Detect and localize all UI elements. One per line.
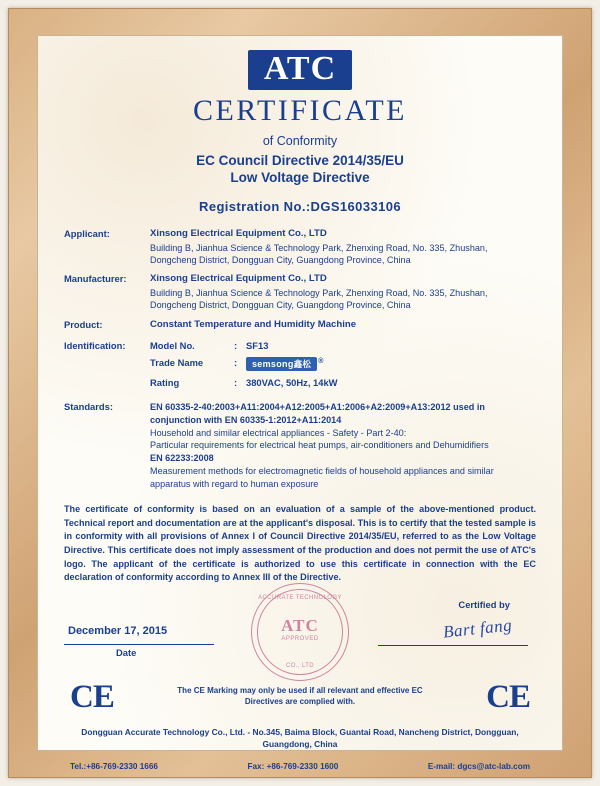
table-row	[150, 377, 536, 394]
trade-name-value	[246, 357, 536, 377]
registration-number: Registration No.:DGS16033106	[199, 198, 401, 214]
standard-item: Household and similar electrical appliances - Safety - Part 2-40:	[150, 427, 407, 438]
page-title: CERTIFICATE	[192, 93, 408, 127]
issue-date: December 17, 2015	[68, 624, 168, 637]
applicant-name: Xinsong Electrical Equipment Co., LTD	[150, 227, 327, 239]
email[interactable]: E-mail: dgcs@atc-lab.com	[427, 762, 530, 772]
rating-key: Rating	[150, 376, 180, 388]
standards-label: Standards:	[64, 400, 113, 412]
fields-section	[64, 228, 536, 491]
semsong-logo	[246, 357, 317, 371]
issuer-address: Dongguan Accurate Technology Co., Ltd. - No.345, Baima Block, Guantai Road, Nancheng District, Dongguan, Guangdong, China	[81, 726, 519, 749]
manufacturer-label: Manufacturer:	[64, 273, 127, 285]
seal-center-text: ATC	[281, 615, 319, 635]
identification-value	[150, 340, 536, 394]
semsong-latin: semsong	[252, 358, 294, 369]
certificate-subtitle: of Conformity	[262, 133, 338, 148]
directive-line-1: EC Council Directive 2014/35/EU	[196, 152, 404, 168]
approval-seal-icon	[251, 583, 349, 681]
table-row	[150, 357, 536, 377]
identification-label: Identification:	[64, 339, 126, 351]
manufacturer-value	[150, 273, 536, 312]
seal-sub-text: APPROVED	[281, 635, 319, 642]
ce-mark-right-icon: CE	[486, 678, 530, 715]
signature-line	[378, 645, 528, 646]
standard-item: EN 62233:2008	[150, 453, 214, 464]
standards-row	[64, 401, 536, 491]
manufacturer-row	[64, 273, 536, 312]
ce-mark-left-icon: CE	[70, 678, 114, 715]
applicant-address: Building B, Jianhua Science & Technology Park, Zhenxing Road, No. 335, Zhushan, Dongcheng District, Dongguan City, Guangdong Province, China	[150, 242, 488, 265]
applicant-label: Applicant:	[64, 227, 110, 239]
directive-line-2: Low Voltage Directive	[230, 169, 370, 185]
trade-name-colon: :	[234, 356, 238, 368]
atc-logo-text: ATC	[248, 50, 352, 90]
product-row	[64, 319, 536, 333]
telephone: Tel.:+86-769-2330 1666	[70, 762, 158, 772]
certificate-paper	[38, 36, 562, 772]
table-row	[150, 340, 536, 357]
conformity-statement: The certificate of conformity is based on an evaluation of a sample of the above-mentioned product. Technical report and documentation are at the applicant's disposal. This is to certify that the tested sample is in conformity with all provisions of Annex I of Council Directive 2014/35/EU, referred to as the Low Voltage Directive. This certificate does not imply assessment of the production and does not permit the use of ATC's logo. The applicant of the certificate is authorized to use this certificate in connection with the EC declaration of conformity according to Annex III of the Directive.	[64, 504, 536, 583]
ce-marking-row	[64, 679, 536, 725]
registered-trademark-icon: ®	[318, 357, 324, 365]
identification-table	[150, 340, 536, 394]
date-line	[64, 644, 214, 645]
date-label: Date	[116, 646, 137, 658]
seal-bottom-text: CO., LTD	[285, 662, 315, 669]
rating-value: 380VAC, 50Hz, 14kW	[246, 376, 338, 388]
frame-inner-border	[37, 35, 563, 772]
rating-colon: :	[234, 376, 238, 388]
signature-area	[64, 594, 536, 673]
manufacturer-address: Building B, Jianhua Science & Technology Park, Zhenxing Road, No. 335, Zhushan, Dongcheng District, Dongguan City, Guangdong Province, China	[150, 288, 488, 311]
standard-item: EN 60335-2-40:2003+A11:2004+A12:2005+A1:2006+A2:2009+A13:2012 used in conjunction with EN 60335-1:2012+A11:2014	[150, 401, 485, 425]
applicant-value	[150, 228, 536, 267]
standard-item: Measurement methods for electromagnetic fields of household appliances and similar apparatus with regard to human exposure	[150, 466, 494, 490]
standard-item: Particular requirements for electrical heat pumps, air-conditioners and Dehumidifiers	[150, 440, 489, 451]
model-colon: :	[234, 339, 238, 351]
wooden-frame	[8, 8, 592, 778]
product-label: Product:	[64, 318, 103, 330]
product-value: Constant Temperature and Humidity Machine	[150, 318, 357, 330]
signature: Bart fang	[441, 615, 513, 642]
model-value: SF13	[246, 339, 269, 351]
atc-logo	[64, 50, 536, 90]
ce-marking-note: The CE Marking may only be used if all relevant and effective EC Directives are complied with.	[177, 685, 423, 707]
standards-value	[150, 401, 536, 491]
applicant-row	[64, 228, 536, 267]
footer-contact	[64, 762, 536, 771]
trade-name-key: Trade Name	[150, 356, 204, 368]
semsong-chinese: 鑫松	[293, 358, 312, 369]
identification-row	[64, 340, 536, 394]
fax: Fax: +86-769-2330 1600	[247, 762, 339, 772]
certified-by-label: Certified by	[458, 598, 510, 610]
manufacturer-name: Xinsong Electrical Equipment Co., LTD	[150, 273, 327, 285]
seal-top-text: ACCURATE TECHNOLOGY	[258, 594, 342, 601]
model-key: Model No.	[150, 339, 195, 351]
